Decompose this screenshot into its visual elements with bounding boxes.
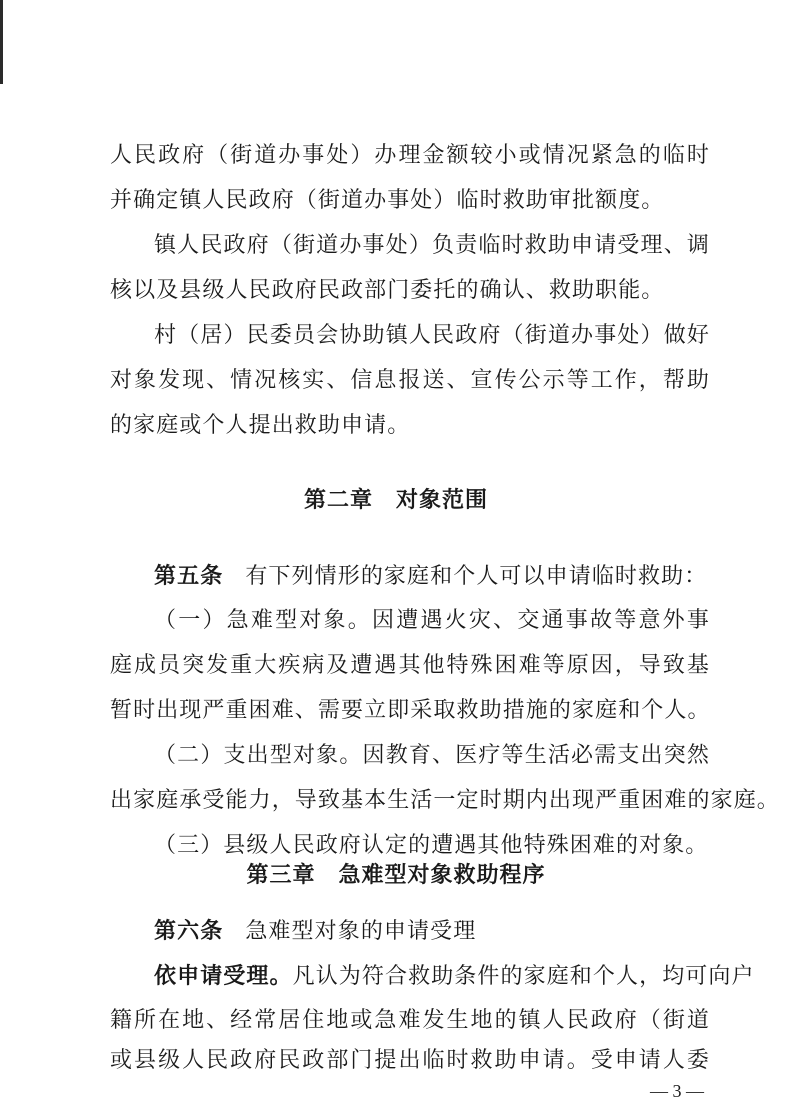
body-line: 暂时出现严重困难、需要立即采取救助措施的家庭和个人。 [110, 698, 711, 723]
paragraph-lead: 依申请受理。 [154, 963, 293, 989]
body-line [154, 961, 755, 992]
chapter-heading: 第二章 对象范围 [303, 488, 488, 513]
chapter-heading: 第三章 急难型对象救助程序 [246, 863, 546, 888]
body-line: 籍所在地、经常居住地或急难发生地的镇人民政府（街道 [110, 1008, 710, 1033]
body-line: 庭成员突发重大疾病及遭遇其他特殊困难等原因，导致基 [110, 653, 710, 678]
body-line: 的家庭或个人提出救助申请。 [110, 413, 411, 438]
body-line: （一）急难型对象。因遭遇火灾、交通事故等意外事 [154, 608, 710, 633]
article-text: 有下列情形的家庭和个人可以申请临时救助： [245, 564, 708, 589]
body-line: 村（居）民委员会协助镇人民政府（街道办事处）做好 [154, 323, 710, 348]
body-line: 人民政府（街道办事处）办理金额较小或情况紧急的临时 [110, 143, 710, 168]
body-line: 核以及县级人民政府民政部门委托的确认、救助职能。 [110, 278, 665, 303]
paragraph-text: 凡认为符合救助条件的家庭和个人，均可向户 [292, 964, 755, 989]
body-line: （三）县级人民政府认定的遭遇其他特殊困难的对象。 [154, 833, 709, 858]
body-line: 对象发现、情况核实、信息报送、宣传公示等工作，帮助 [110, 368, 710, 393]
body-line: 镇人民政府（街道办事处）负责临时救助申请受理、调 [154, 233, 710, 258]
article-label: 第五条 [154, 563, 224, 589]
page-number: — 3 — [650, 1081, 704, 1101]
body-line: 并确定镇人民政府（街道办事处）临时救助审批额度。 [110, 188, 665, 213]
body-line: 出家庭承受能力，导致基本生活一定时期内出现严重困难的家庭。 [110, 788, 780, 813]
article-line [154, 561, 710, 592]
body-line: 或县级人民政府民政部门提出临时救助申请。受申请人委 [110, 1048, 710, 1073]
body-line: （二）支出型对象。因教育、医疗等生活必需支出突然 [154, 743, 710, 768]
scan-edge-mark [0, 0, 3, 84]
article-text: 急难型对象的申请受理 [245, 919, 477, 944]
article-line [154, 916, 710, 947]
article-label: 第六条 [154, 918, 224, 944]
